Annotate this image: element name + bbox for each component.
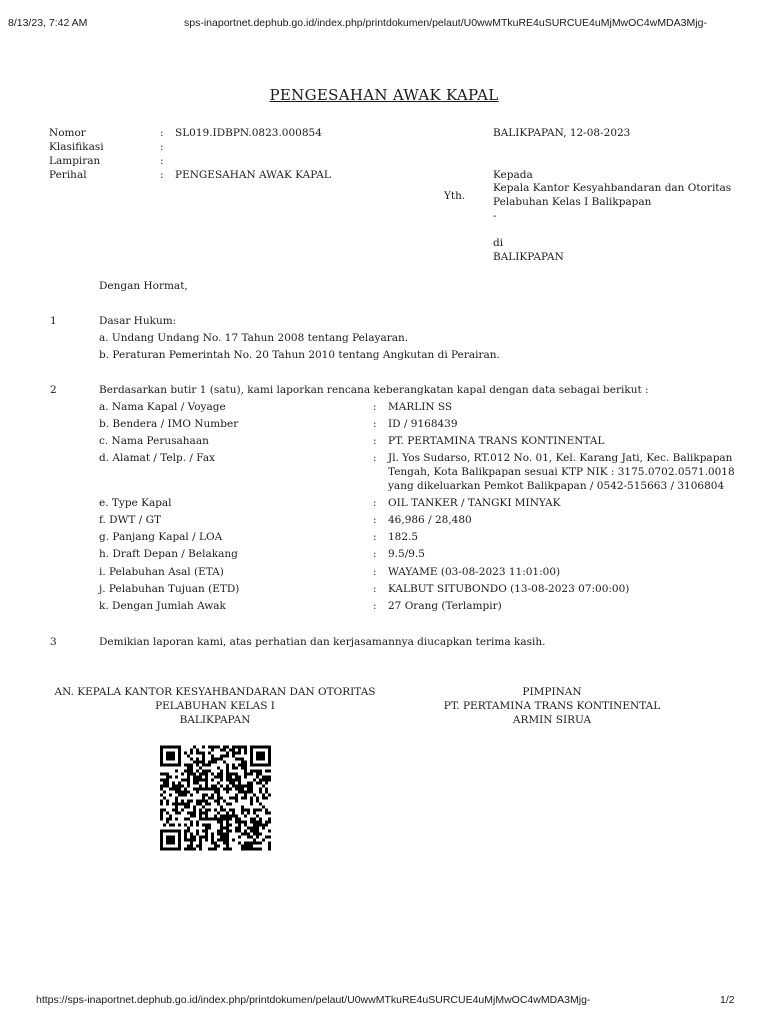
section-intro: Berdasarkan butir 1 (satu), kami laporkan rencana keberangkatan kapal dengan data sebagai berikut : <box>99 384 649 396</box>
recipient-di: di <box>493 237 504 249</box>
signature-left-line: AN. KEPALA KANTOR KESYAHBANDARAN DAN OTORITAS <box>54 686 376 698</box>
vessel-field-label: i. Pelabuhan Asal (ETA) <box>99 566 224 578</box>
vessel-field-colon: : <box>373 600 377 612</box>
vessel-field-colon: : <box>373 435 377 447</box>
signature-right-line: ARMIN SIRUA <box>512 714 592 726</box>
recipient-kepada: Kepada <box>493 169 533 181</box>
vessel-field-label: k. Dengan Jumlah Awak <box>99 600 226 612</box>
signature-right-line: PIMPINAN <box>522 686 582 698</box>
loa-value: 182.5 <box>388 531 419 543</box>
vessel-field-colon: : <box>373 548 377 560</box>
flag-imo-value: ID / 9168439 <box>388 418 458 430</box>
address-value-line: Jl. Yos Sudarso, RT.012 No. 01, Kel. Karang Jati, Kec. Balikpapan <box>388 452 733 464</box>
vessel-field-colon: : <box>373 452 377 464</box>
print-footer-url: https://sps-inaportnet.dephub.go.id/index.php/printdokumen/pelaut/U0wwMTkuRE4uSURCUE4uMjMwOC4wMDA3Mjg- <box>36 994 591 1006</box>
meta-value-perihal: PENGESAHAN AWAK KAPAL <box>175 169 331 181</box>
dwt-gt-value: 46,986 / 28,480 <box>388 514 472 526</box>
vessel-field-label: b. Bendera / IMO Number <box>99 418 239 430</box>
vessel-field-label: h. Draft Depan / Belakang <box>99 548 238 560</box>
closing-text: Demikian laporan kami, atas perhatian dan kerjasamannya diucapkan terima kasih. <box>99 636 546 648</box>
qr-code <box>160 745 271 851</box>
draft-value: 9.5/9.5 <box>388 548 425 560</box>
vessel-field-colon: : <box>373 583 377 595</box>
vessel-field-colon: : <box>373 418 377 430</box>
destination-port-value: KALBUT SITUBONDO (13-08-2023 07:00:00) <box>388 583 630 595</box>
vessel-name-value: MARLIN SS <box>388 401 453 413</box>
print-page-number: 1/2 <box>720 994 735 1006</box>
section-number: 2 <box>50 384 57 396</box>
recipient-yth: Yth. <box>444 190 466 202</box>
signature-left-line: PELABUHAN KELAS I <box>155 700 275 712</box>
meta-colon: : <box>160 169 164 181</box>
section-heading: Dasar Hukum: <box>99 315 177 327</box>
meta-label-nomor: Nomor <box>49 127 86 139</box>
print-datetime: 8/13/23, 7:42 AM <box>8 17 88 29</box>
vessel-type-value: OIL TANKER / TANGKI MINYAK <box>388 497 561 509</box>
signature-left-line: BALIKPAPAN <box>179 714 251 726</box>
vessel-field-label: g. Panjang Kapal / LOA <box>99 531 223 543</box>
vessel-field-colon: : <box>373 497 377 509</box>
signature-right-line: PT. PERTAMINA TRANS KONTINENTAL <box>443 700 661 712</box>
vessel-field-colon: : <box>373 566 377 578</box>
company-value: PT. PERTAMINA TRANS KONTINENTAL <box>388 435 605 447</box>
meta-colon: : <box>160 155 164 167</box>
vessel-field-label: a. Nama Kapal / Voyage <box>99 401 226 413</box>
legal-basis-item: a. Undang Undang No. 17 Tahun 2008 tentang Pelayaran. <box>99 332 409 344</box>
vessel-field-label: c. Nama Perusahaan <box>99 435 209 447</box>
meta-label-lampiran: Lampiran <box>49 155 101 167</box>
vessel-field-colon: : <box>373 514 377 526</box>
vessel-field-label: e. Type Kapal <box>99 497 172 509</box>
address-value-line: Tengah, Kota Balikpapan sesuai KTP NIK : 3175.0702.0571.0018 <box>388 466 735 478</box>
vessel-field-label: j. Pelabuhan Tujuan (ETD) <box>99 583 240 595</box>
legal-basis-item: b. Peraturan Pemerintah No. 20 Tahun 2010 tentang Angkutan di Perairan. <box>99 349 500 361</box>
origin-port-value: WAYAME (03-08-2023 11:01:00) <box>388 566 561 578</box>
section-number: 3 <box>50 636 57 648</box>
vessel-field-label: d. Alamat / Telp. / Fax <box>99 452 216 464</box>
vessel-field-colon: : <box>373 401 377 413</box>
recipient-dash: - <box>493 210 497 222</box>
document-title: PENGESAHAN AWAK KAPAL <box>269 86 499 104</box>
recipient-line2: Pelabuhan Kelas I Balikpapan <box>493 196 652 208</box>
meta-colon: : <box>160 127 164 139</box>
meta-colon: : <box>160 141 164 153</box>
recipient-line1: Kepala Kantor Kesyahbandaran dan Otoritas <box>493 182 732 194</box>
address-value-line: yang dikeluarkan Pemkot Balikpapan / 0542-515663 / 3106804 <box>388 480 725 492</box>
meta-value-nomor: SL019.IDBPN.0823.000854 <box>175 127 322 139</box>
place-date: BALIKPAPAN, 12-08-2023 <box>493 127 631 139</box>
section-number: 1 <box>50 315 57 327</box>
recipient-city: BALIKPAPAN <box>493 251 564 263</box>
meta-label-perihal: Perihal <box>49 169 87 181</box>
vessel-field-colon: : <box>373 531 377 543</box>
meta-label-klasifikasi: Klasifikasi <box>49 141 104 153</box>
greeting: Dengan Hormat, <box>99 280 188 292</box>
vessel-field-label: f. DWT / GT <box>99 514 162 526</box>
crew-count-value: 27 Orang (Terlampir) <box>388 600 502 612</box>
print-header-url: sps-inaportnet.dephub.go.id/index.php/printdokumen/pelaut/U0wwMTkuRE4uSURCUE4uMjMwOC4wMDA3Mjg- <box>184 17 707 29</box>
